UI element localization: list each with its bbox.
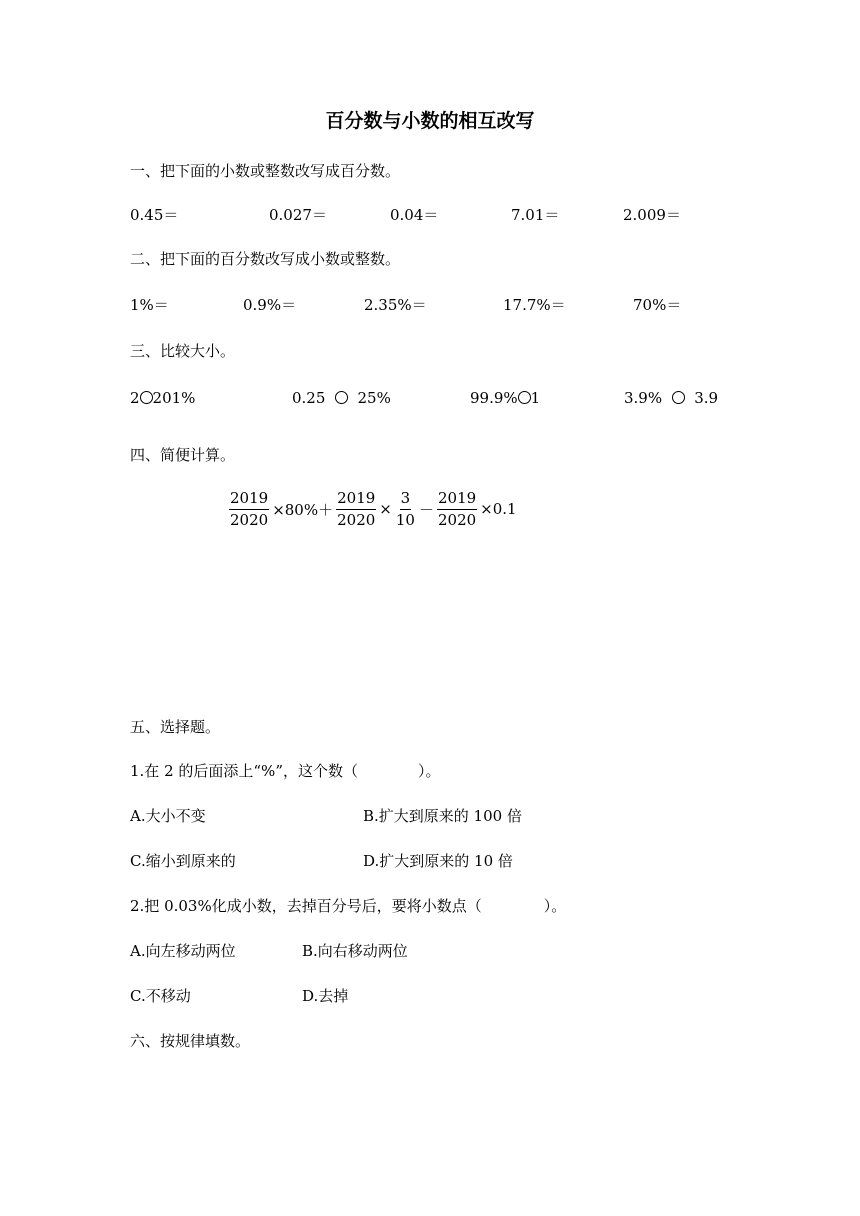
compare-right: 25%: [357, 389, 391, 407]
question-text: ）。: [417, 762, 441, 780]
compare-left: 0.25: [292, 389, 326, 407]
fraction-numerator: 2019: [336, 491, 376, 510]
compare-left: 2: [130, 389, 140, 407]
circle-blank-icon: [335, 391, 348, 404]
compare-item-1: [130, 389, 195, 407]
s1-item-3: 0.04＝: [390, 206, 439, 224]
fraction-denominator: 10: [395, 510, 415, 529]
circle-blank-icon: [140, 391, 153, 404]
s1-item-1: 0.45＝: [130, 206, 179, 224]
q1-option-c: C.缩小到原来的: [130, 852, 236, 870]
s2-item-1: 1%＝: [130, 296, 169, 314]
page-title: 百分数与小数的相互改写: [325, 110, 535, 132]
compare-right: 1: [530, 389, 541, 407]
s1-item-5: 2.009＝: [623, 206, 681, 224]
s2-item-2: 0.9%＝: [243, 296, 297, 314]
q2-option-b: B.向右移动两位: [302, 942, 408, 960]
s2-item-3: 2.35%＝: [364, 296, 427, 314]
compare-right: 3.9: [694, 389, 719, 407]
q1-option-b: B.扩大到原来的 100 倍: [363, 807, 522, 825]
formula-operator: ×0.1: [480, 500, 517, 518]
fraction-denominator: 2020: [437, 510, 477, 529]
section4-heading: 四、简便计算。: [130, 446, 236, 464]
compare-left: 99.9%: [470, 389, 518, 407]
fraction-numerator: 2019: [229, 491, 269, 510]
section2-heading: 二、把下面的百分数改写成小数或整数。: [130, 250, 401, 268]
section5-heading: 五、选择题。: [130, 718, 221, 736]
q2-option-a: A.向左移动两位: [130, 942, 236, 960]
fraction-numerator: 3: [400, 491, 412, 510]
fraction-denominator: 2020: [230, 510, 269, 529]
s1-item-4: 7.01＝: [511, 206, 560, 224]
compare-item-2: [292, 389, 391, 407]
s1-item-2: 0.027＝: [269, 206, 327, 224]
compare-item-3: [470, 389, 540, 407]
section1-heading: 一、把下面的小数或整数改写成百分数。: [130, 162, 401, 180]
compare-left: 3.9%: [624, 389, 663, 407]
s2-item-4: 17.7%＝: [503, 296, 566, 314]
formula-operator: －: [418, 500, 434, 519]
fraction-numerator: 2019: [437, 491, 477, 510]
section6-heading: 六、按规律填数。: [130, 1032, 251, 1050]
compare-item-4: [624, 389, 718, 407]
circle-blank-icon: [518, 391, 531, 404]
formula-operator: ×: [379, 500, 392, 518]
q2-option-c: C.不移动: [130, 987, 191, 1005]
s2-item-5: 70%＝: [633, 296, 682, 314]
question-text: 1.在 2 的后面添上“%”，这个数（: [130, 762, 358, 780]
q1-option-d: D.扩大到原来的 10 倍: [363, 852, 513, 870]
question-text: ）。: [543, 897, 567, 915]
q1-option-a: A.大小不变: [130, 807, 206, 825]
formula-operator: ×80%＋: [272, 500, 334, 519]
section3-heading: 三、比较大小。: [130, 342, 236, 360]
fraction: [229, 488, 269, 529]
fraction-denominator: 2020: [337, 510, 376, 529]
question-2-stem: [130, 895, 566, 916]
calc-formula: [228, 486, 519, 532]
fraction: [437, 488, 477, 529]
question-text: 2.把 0.03%化成小数，去掉百分号后，要将小数点（: [130, 897, 482, 915]
q2-option-d: D.去掉: [302, 987, 349, 1005]
question-1-stem: [130, 760, 441, 781]
fraction: [336, 488, 376, 529]
compare-right: 201%: [152, 389, 196, 407]
fraction: [395, 488, 416, 529]
circle-blank-icon: [672, 391, 685, 404]
